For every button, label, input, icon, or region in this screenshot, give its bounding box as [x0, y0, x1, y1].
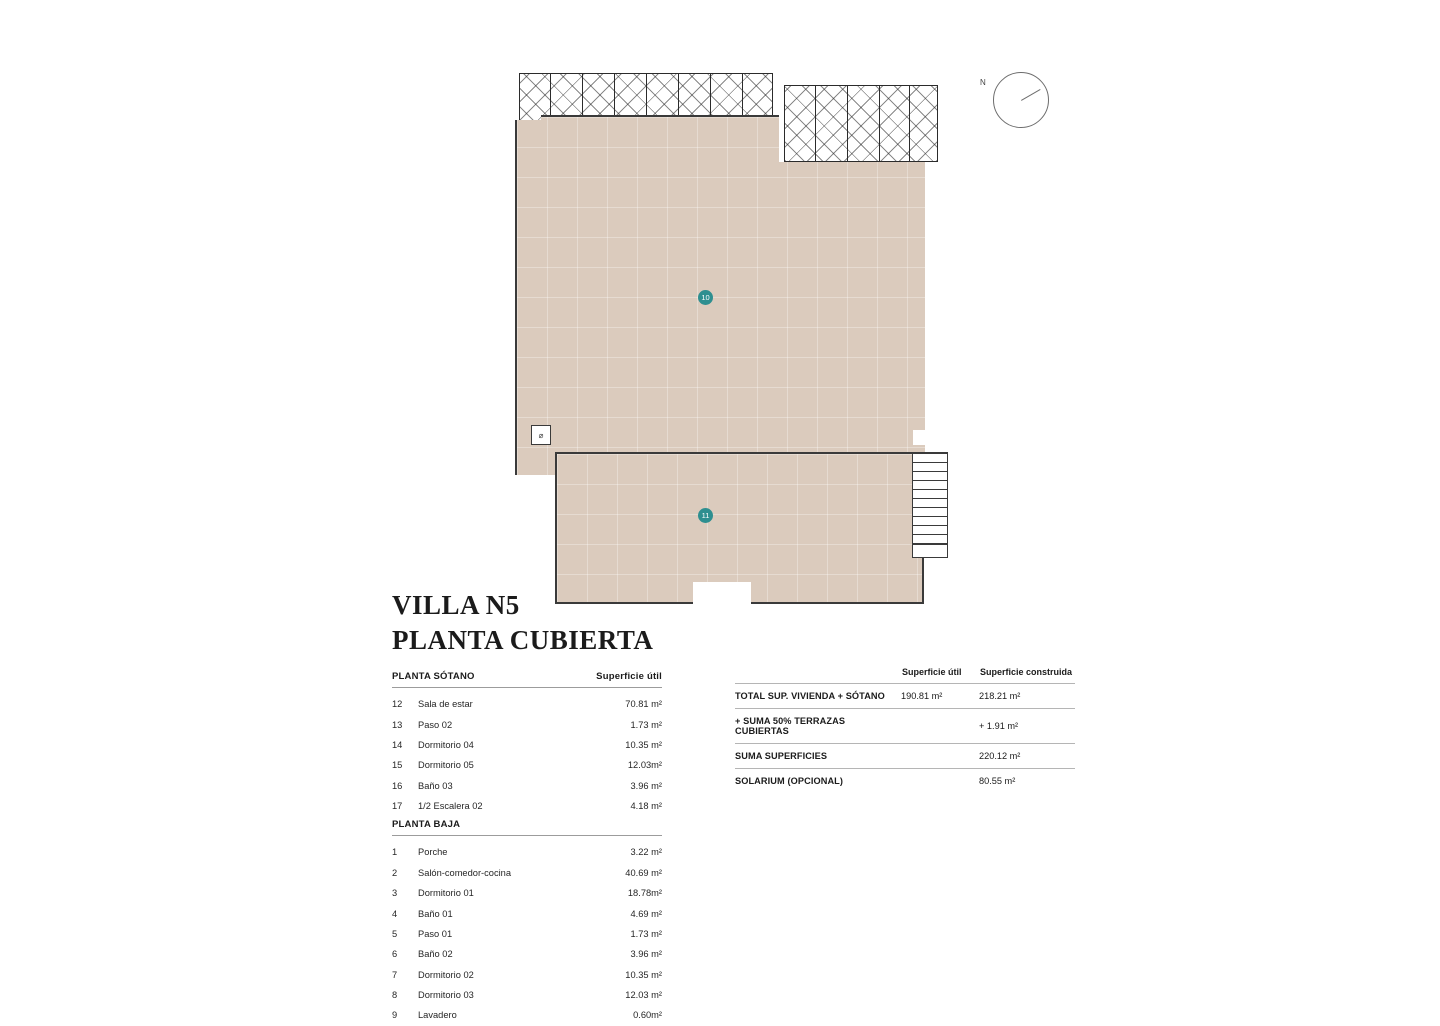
row-construida: 218.21 m² [979, 684, 1075, 709]
table-row [392, 944, 662, 964]
table-row [735, 769, 1075, 794]
totals-header-util: Superficie útil [902, 667, 962, 677]
table-row [392, 694, 662, 714]
row-construida: + 1.91 m² [979, 709, 1075, 744]
compass-rose [980, 72, 1049, 128]
row-value: 18.78m² [627, 888, 662, 899]
row-number: 7 [392, 969, 398, 980]
row-value: 12.03 m² [625, 990, 662, 1001]
table-row [392, 735, 662, 755]
planta-sotano-title: PLANTA SÓTANO [392, 668, 561, 688]
row-number: 14 [392, 739, 403, 750]
totals-header-row [735, 666, 1075, 684]
row-number: 16 [392, 780, 403, 791]
row-value: 3.96 m² [630, 780, 662, 791]
row-label: SUMA SUPERFICIES [735, 744, 901, 769]
row-name: Lavadero [418, 1010, 457, 1021]
row-name: Paso 02 [418, 719, 453, 730]
roof-access-hatch [531, 425, 551, 445]
row-name: Dormitorio 01 [418, 888, 474, 899]
table-row [392, 863, 662, 883]
row-name: Paso 01 [418, 928, 453, 939]
table-row [392, 985, 662, 1005]
table-row [392, 1005, 662, 1025]
row-number: 8 [392, 990, 398, 1001]
row-number: 15 [392, 760, 403, 771]
table-row [392, 924, 662, 944]
row-number: 4 [392, 908, 398, 919]
table-row [735, 684, 1075, 709]
row-name: Dormitorio 05 [418, 760, 474, 771]
row-value: 4.18 m² [630, 801, 662, 812]
row-label: SOLARIUM (OPCIONAL) [735, 776, 844, 786]
row-number: 3 [392, 888, 398, 899]
floor-title: PLANTA CUBIERTA [392, 624, 654, 655]
room-tag-11-label: 11 [701, 511, 710, 520]
roof-slab-lower [555, 452, 924, 604]
planta-sotano-header-row [392, 668, 662, 688]
row-number: 17 [392, 801, 403, 812]
row-number: 6 [392, 949, 398, 960]
row-value: 12.03m² [627, 760, 662, 771]
pergola-hatch-right [784, 85, 938, 162]
table-row [392, 883, 662, 903]
row-name: Sala de estar [418, 699, 473, 710]
planta-baja-header-row [392, 816, 662, 836]
row-name: Baño 03 [418, 780, 453, 791]
row-value: 1.73 m² [630, 928, 662, 939]
row-value: 0.60m² [633, 1010, 662, 1021]
row-name: Salón-comedor-cocina [418, 867, 512, 878]
planta-sotano-table [392, 668, 662, 1026]
table-row [735, 709, 1075, 744]
row-value: 70.81 m² [625, 699, 662, 710]
table-row [392, 755, 662, 775]
table-row [392, 965, 662, 985]
row-name: Baño 01 [418, 908, 453, 919]
row-util [901, 744, 979, 769]
totals-header-construida: Superficie construida [980, 667, 1073, 677]
planta-baja-title: PLANTA BAJA [392, 816, 662, 836]
row-number: 9 [392, 1010, 398, 1021]
surface-area-table-left [392, 668, 662, 1026]
row-value: 10.35 m² [625, 969, 662, 980]
exterior-stair [912, 452, 948, 544]
room-tag-11 [698, 508, 713, 523]
roof-slab-upper [515, 115, 945, 500]
row-name: Porche [418, 847, 448, 858]
room-tag-10-label: 10 [701, 293, 710, 302]
superficie-util-header: Superficie útil [561, 668, 662, 688]
room-tag-10 [698, 290, 713, 305]
row-value: 4.69 m² [630, 908, 662, 919]
row-number: 2 [392, 867, 398, 878]
row-name: Baño 02 [418, 949, 453, 960]
row-util: 190.81 m² [901, 684, 979, 709]
row-value: 3.22 m² [630, 847, 662, 858]
row-construida: 220.12 m² [979, 744, 1075, 769]
table-row [392, 776, 662, 796]
stair-landing [912, 544, 948, 558]
plan-title-block [392, 588, 653, 657]
table-row [392, 714, 662, 734]
floor-plan-drawing [500, 60, 970, 620]
roof-access-hatch-symbol: ⌀ [538, 431, 544, 440]
row-value: 3.96 m² [630, 949, 662, 960]
row-number: 5 [392, 928, 398, 939]
table-row [392, 842, 662, 862]
row-name: Dormitorio 04 [418, 739, 474, 750]
row-construida: 80.55 m² [979, 776, 1016, 786]
row-number: 1 [392, 847, 398, 858]
row-label: TOTAL SUP. VIVIENDA + SÓTANO [735, 684, 901, 709]
row-number: 12 [392, 699, 403, 710]
row-value: 1.73 m² [630, 719, 662, 730]
villa-title: VILLA N5 [392, 590, 520, 620]
row-name: Dormitorio 02 [418, 969, 474, 980]
table-row [735, 744, 1075, 769]
compass-north-label: N [980, 78, 986, 87]
totals-table [735, 666, 1075, 793]
row-util [901, 709, 979, 744]
table-row [392, 796, 662, 816]
row-name: Dormitorio 03 [418, 990, 474, 1001]
surface-area-table-right [735, 666, 1075, 793]
row-label: + SUMA 50% TERRAZAS CUBIERTAS [735, 709, 901, 744]
table-row [392, 903, 662, 923]
row-util [901, 769, 979, 794]
row-value: 10.35 m² [625, 739, 662, 750]
totals-header-blank [735, 666, 901, 684]
row-value: 40.69 m² [625, 867, 662, 878]
row-name: 1/2 Escalera 02 [418, 801, 483, 812]
row-number: 13 [392, 719, 403, 730]
